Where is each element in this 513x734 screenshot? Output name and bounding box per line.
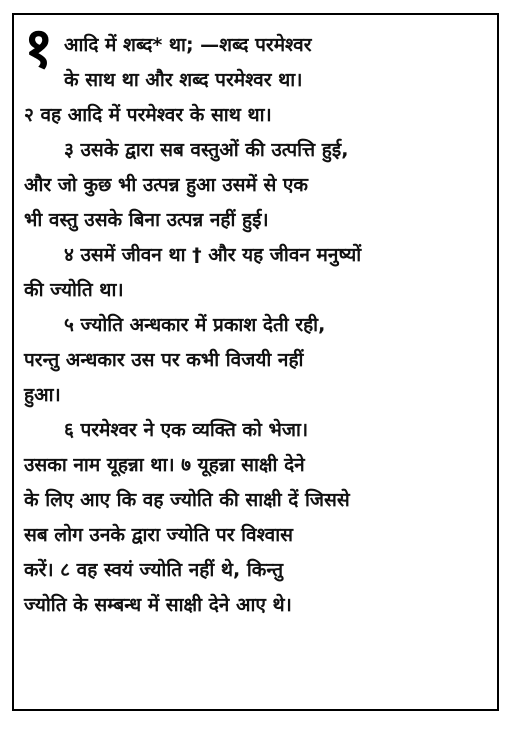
text-line: ५ ज्योति अन्धकार में प्रकाश देती रही,: [64, 314, 326, 336]
text-line: भी वस्तु उसके बिना उत्पन्न नहीं हुई।: [24, 209, 269, 231]
text-line: आदि में शब्द* था; —शब्द परमेश्वर: [64, 34, 312, 56]
text-line: हुआ।: [24, 384, 61, 406]
text-line: करें। ८ वह स्वयं ज्योति नहीं थे, किन्तु: [24, 559, 284, 581]
text-line: के साथ था और शब्द परमेश्वर था।: [64, 69, 303, 91]
text-line: ४ उसमें जीवन था † और यह जीवन मनुष्यों: [64, 244, 362, 266]
text-line: सब लोग उनके द्वारा ज्योति पर विश्वास: [24, 524, 293, 546]
text-line: परन्तु अन्धकार उस पर कभी विजयी नहीं: [24, 349, 304, 371]
text-line: और जो कुछ भी उत्पन्न हुआ उसमें से एक: [24, 174, 308, 196]
scripture-passage: [24, 28, 484, 623]
text-line: ६ परमेश्वर ने एक व्यक्ति को भेजा।: [64, 419, 309, 441]
text-line: ज्योति के सम्बन्ध में साक्षी देने आए थे।: [24, 594, 292, 616]
text-line: २ वह आदि में परमेश्वर के साथ था।: [24, 104, 272, 126]
text-line: के लिए आए कि वह ज्योति की साक्षी दें जिससे: [24, 489, 350, 511]
text-line: की ज्योति था।: [24, 279, 124, 301]
chapter-number: १: [24, 15, 54, 81]
text-line: उसका नाम यूहन्ना था। ७ यूहन्ना साक्षी देने: [24, 454, 305, 476]
text-line: ३ उसके द्वारा सब वस्तुओं की उत्पत्ति हुई,: [64, 139, 349, 161]
